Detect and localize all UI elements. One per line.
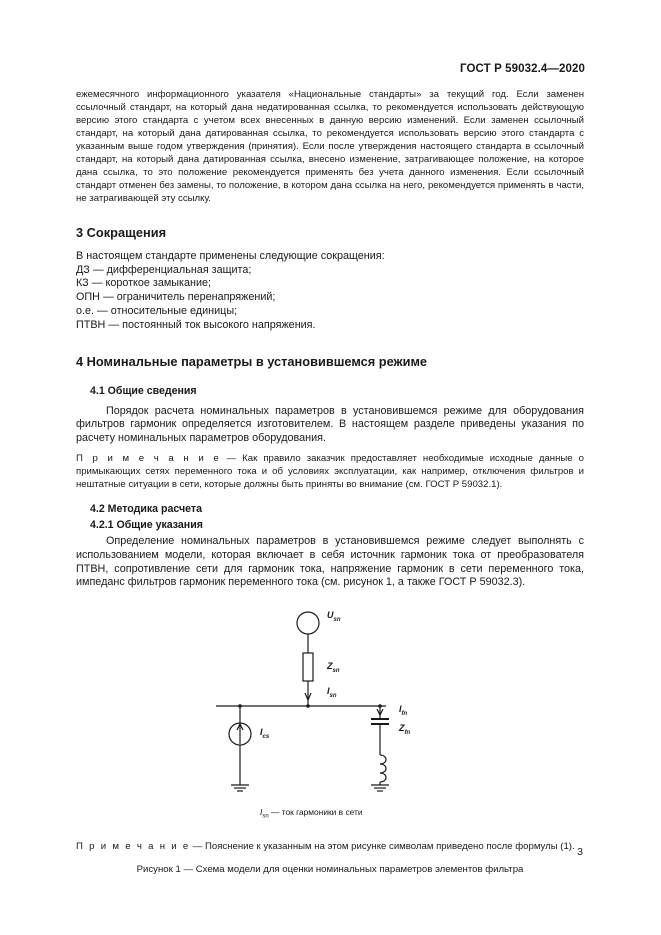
impedance-zsn-icon <box>303 653 313 681</box>
note-4-1 <box>76 452 584 491</box>
note-label: П р и м е ч а н и е <box>76 840 191 852</box>
abbreviation-item: ДЗ — дифференциальная защита; <box>76 263 252 276</box>
label-ics: $I_{cs}$ <box>260 726 270 740</box>
abbreviation-item: о.е. — относительные единицы; <box>76 304 238 317</box>
label-zfn: $Z_{fn}$ <box>399 722 411 736</box>
subsection-4-1-title: 4.1 Общие сведения <box>90 384 197 397</box>
note-text: — Как правило заказчик предоставляет необходимые исходные данные о примыкающих сетях переменного тока и об условиях эксплуатации, как например, отключения фильтров и нештатные ситуации в сети, которые должны быть приняты во внимание (см. ГОСТ Р 59032.1). <box>76 453 584 491</box>
abbreviation-item: ОПН — ограничитель перенапряжений; <box>76 291 276 304</box>
label-usn: $U_{sn}$ <box>327 609 341 623</box>
section-4-title: 4 Номинальные параметры в установившемся режиме <box>76 353 428 369</box>
inductor-icon <box>380 755 386 782</box>
voltage-source-icon <box>297 612 319 634</box>
abbreviation-list <box>76 264 584 333</box>
section-3-title: 3 Сокращения <box>76 225 167 240</box>
circuit-figure <box>76 605 584 835</box>
intro-paragraph: ежемесячного информационного указателя «Национальные стандарты» за текущий год. Если заменен ссылочный стандарт, на который дана недатированная ссылка, то рекомендуется использовать действующую версию этого стандарта с учетом всех внесенных в данную версию изменений. Если заменен ссылочный стандарт, на который дана датированная ссылка, то рекомендуется использовать версию этого стандарта с указанным выше годом утверждения (принятия). Если после утверждения настоящего стандарта в ссылочный стандарт, на который дана датированная ссылка, внесено изменение, затрагивающее положение, на которое дана ссылка, то это положение рекомендуется применять без учета данного изменения. Если ссылочный стандарт отменен без замены, то положение, в котором дана ссылка на него, рекомендуется применять в части, не затрагивающей эту ссылку. <box>76 89 584 204</box>
junction-dot <box>306 704 310 708</box>
circuit-diagram <box>76 605 584 805</box>
note-text: — Пояснение к указанным на этом рисунке символам приведено после формулы (1). <box>190 840 575 852</box>
label-zsn: $Z_{sn}$ <box>327 660 340 674</box>
section-3-lead: В настоящем стандарте применены следующие сокращения: <box>76 250 385 262</box>
figure-caption: Рисунок 1 — Схема модели для оценки номинальных параметров элементов фильтра <box>136 863 524 875</box>
figure-note <box>76 841 584 852</box>
note-label: П р и м е ч а н и е <box>76 453 221 465</box>
abbreviation-item: ПТВН — постоянный ток высокого напряжения. <box>76 318 316 331</box>
subsection-4-1-text: Порядок расчета номинальных параметров в установившемся режиме для оборудования фильтров гармоник определяется изготовителем. В настоящем разделе приведены указания по расчету номинальных параметров оборудования. <box>76 404 584 444</box>
junction-dot <box>238 704 242 708</box>
subsection-4-2-1-title: 4.2.1 Общие указания <box>90 519 203 532</box>
subsection-4-2-1-text: Определение номинальных параметров в установившемся режиме следует выполнять с использованием модели, которая включает в себя источник гармоник тока от преобразователя ПТВН, сопротивление сети для гармоник тока, напряжение гармоник в сети переменного тока, импеданс фильтров гармоник переменного тока (см. рисунок 1, а также ГОСТ Р 59032.3). <box>76 535 584 589</box>
page-content <box>76 88 584 875</box>
abbreviation-item: КЗ — короткое замыкание; <box>76 277 212 290</box>
page-number: 3 <box>577 846 583 858</box>
subsection-4-2-title: 4.2 Методика расчета <box>90 503 202 516</box>
label-isn: $I_{sn}$ <box>327 685 337 699</box>
junction-dot <box>378 704 382 708</box>
figure-legend: $I_{sn}$ — ток гармоники в сети <box>260 806 363 820</box>
document-code: ГОСТ Р 59032.4—2020 <box>460 63 585 75</box>
label-ifn: $I_{fn}$ <box>399 703 408 717</box>
